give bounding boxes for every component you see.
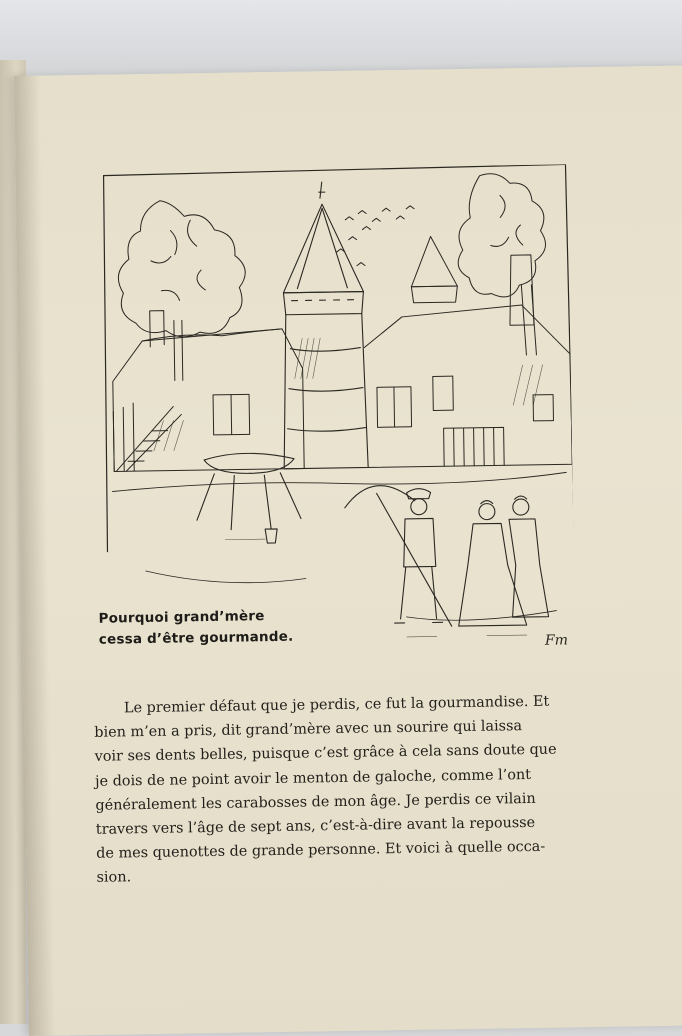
peasant-with-scythe (344, 485, 451, 628)
text-line: travers vers l’âge de sept ans, c’est-à-dire avant la repousse (95, 814, 536, 838)
two-women (457, 496, 549, 626)
birds (336, 206, 415, 266)
body-paragraph (94, 689, 607, 891)
tree-left (117, 199, 247, 381)
artist-signature: Fm (544, 632, 569, 649)
text-line: généralement les carabosses de mon âge. Je perdis ce vilain (95, 790, 536, 814)
right-turret (411, 236, 458, 303)
caption-line-1: Pourquoi grand’mère (98, 608, 265, 627)
tree-right (457, 173, 547, 356)
caption-line-2: cessa d’être gourmande. (98, 628, 294, 648)
well-structure (196, 453, 301, 545)
illustration-caption (98, 605, 359, 651)
text-line: je dois de ne point avoir le menton de galoche, comme l’ont (94, 766, 532, 790)
round-tower (280, 182, 368, 469)
right-house (363, 254, 572, 467)
book-page (14, 65, 682, 1036)
text-line: Le premier défaut que je perdis, ce fut la gourmandise. Et (123, 693, 550, 717)
text-line: bien m’en a pris, dit grand’mère avec un sourire qui laissa (94, 718, 523, 742)
text-line: voir ses dents belles, puisque c’est grâce à cela sans doute que (94, 741, 557, 766)
text-line: sion. (96, 869, 132, 887)
text-line: de mes quenottes de grande personne. Et voici à quelle occa- (96, 838, 546, 863)
engraving-illustration (100, 164, 576, 671)
